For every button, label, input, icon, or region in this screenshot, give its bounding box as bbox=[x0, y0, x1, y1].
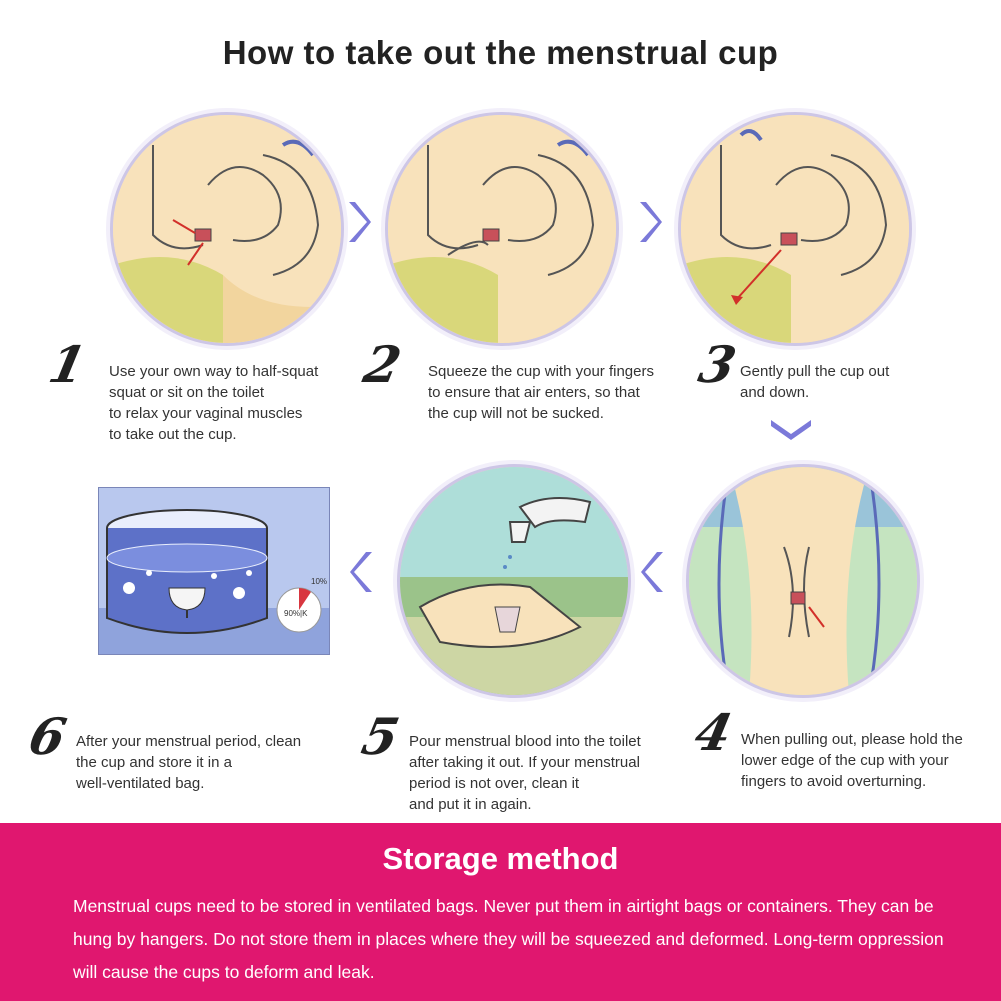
chevron-left-icon bbox=[641, 550, 667, 599]
storage-text: Menstrual cups need to be stored in ventilated bags. Never put them in airtight bags or containers. They can be hung by hangers. Do not store them in places where they will be squeezed and deformed. Long-term oppression will cause the cups to deform and leak. bbox=[73, 896, 944, 982]
step-4-text: When pulling out, please hold the lower edge of the cup with your fingers to avoid overturning. bbox=[741, 731, 963, 790]
step-6-text: After your menstrual period, clean the cup and store it in a well-ventilated bag. bbox=[76, 733, 302, 792]
step-4-number: 4 bbox=[689, 703, 738, 762]
step-5-illustration bbox=[397, 464, 631, 698]
step-5-number: 5 bbox=[356, 707, 405, 766]
step-3-text: Gently pull the cup out and down. bbox=[740, 363, 890, 401]
step-2-illustration bbox=[385, 112, 619, 346]
step-1-illustration bbox=[110, 112, 344, 346]
step-5-text: Pour menstrual blood into the toilet after taking it out. If your menstrual period is not over, clean it and put it in again. bbox=[409, 733, 641, 813]
step-6-number: 6 bbox=[23, 707, 72, 766]
step-3-number: 3 bbox=[693, 335, 742, 394]
gauge-bottom-label: 90%|K bbox=[284, 609, 308, 618]
storage-section bbox=[0, 823, 1001, 1001]
gauge-top-label: 10% bbox=[311, 577, 328, 586]
chevron-right-icon bbox=[345, 200, 371, 249]
storage-title: Storage method bbox=[382, 841, 619, 876]
chevron-left-icon bbox=[350, 550, 376, 599]
step-2-text: Squeeze the cup with your fingers to ensure that air enters, so that the cup will not be sucked. bbox=[428, 363, 654, 422]
step-4-illustration bbox=[686, 464, 920, 698]
chevron-right-icon bbox=[636, 200, 662, 249]
step-1-text: Use your own way to half-squat squat or sit on the toilet to relax your vaginal muscles to take out the cup. bbox=[109, 363, 319, 443]
step-2-number: 2 bbox=[358, 335, 407, 394]
page-title: How to take out the menstrual cup bbox=[222, 34, 779, 71]
storage-container-illustration bbox=[98, 487, 330, 655]
chevron-down-icon bbox=[769, 418, 813, 445]
step-3-illustration bbox=[678, 112, 912, 346]
step-1-number: 1 bbox=[43, 335, 92, 394]
